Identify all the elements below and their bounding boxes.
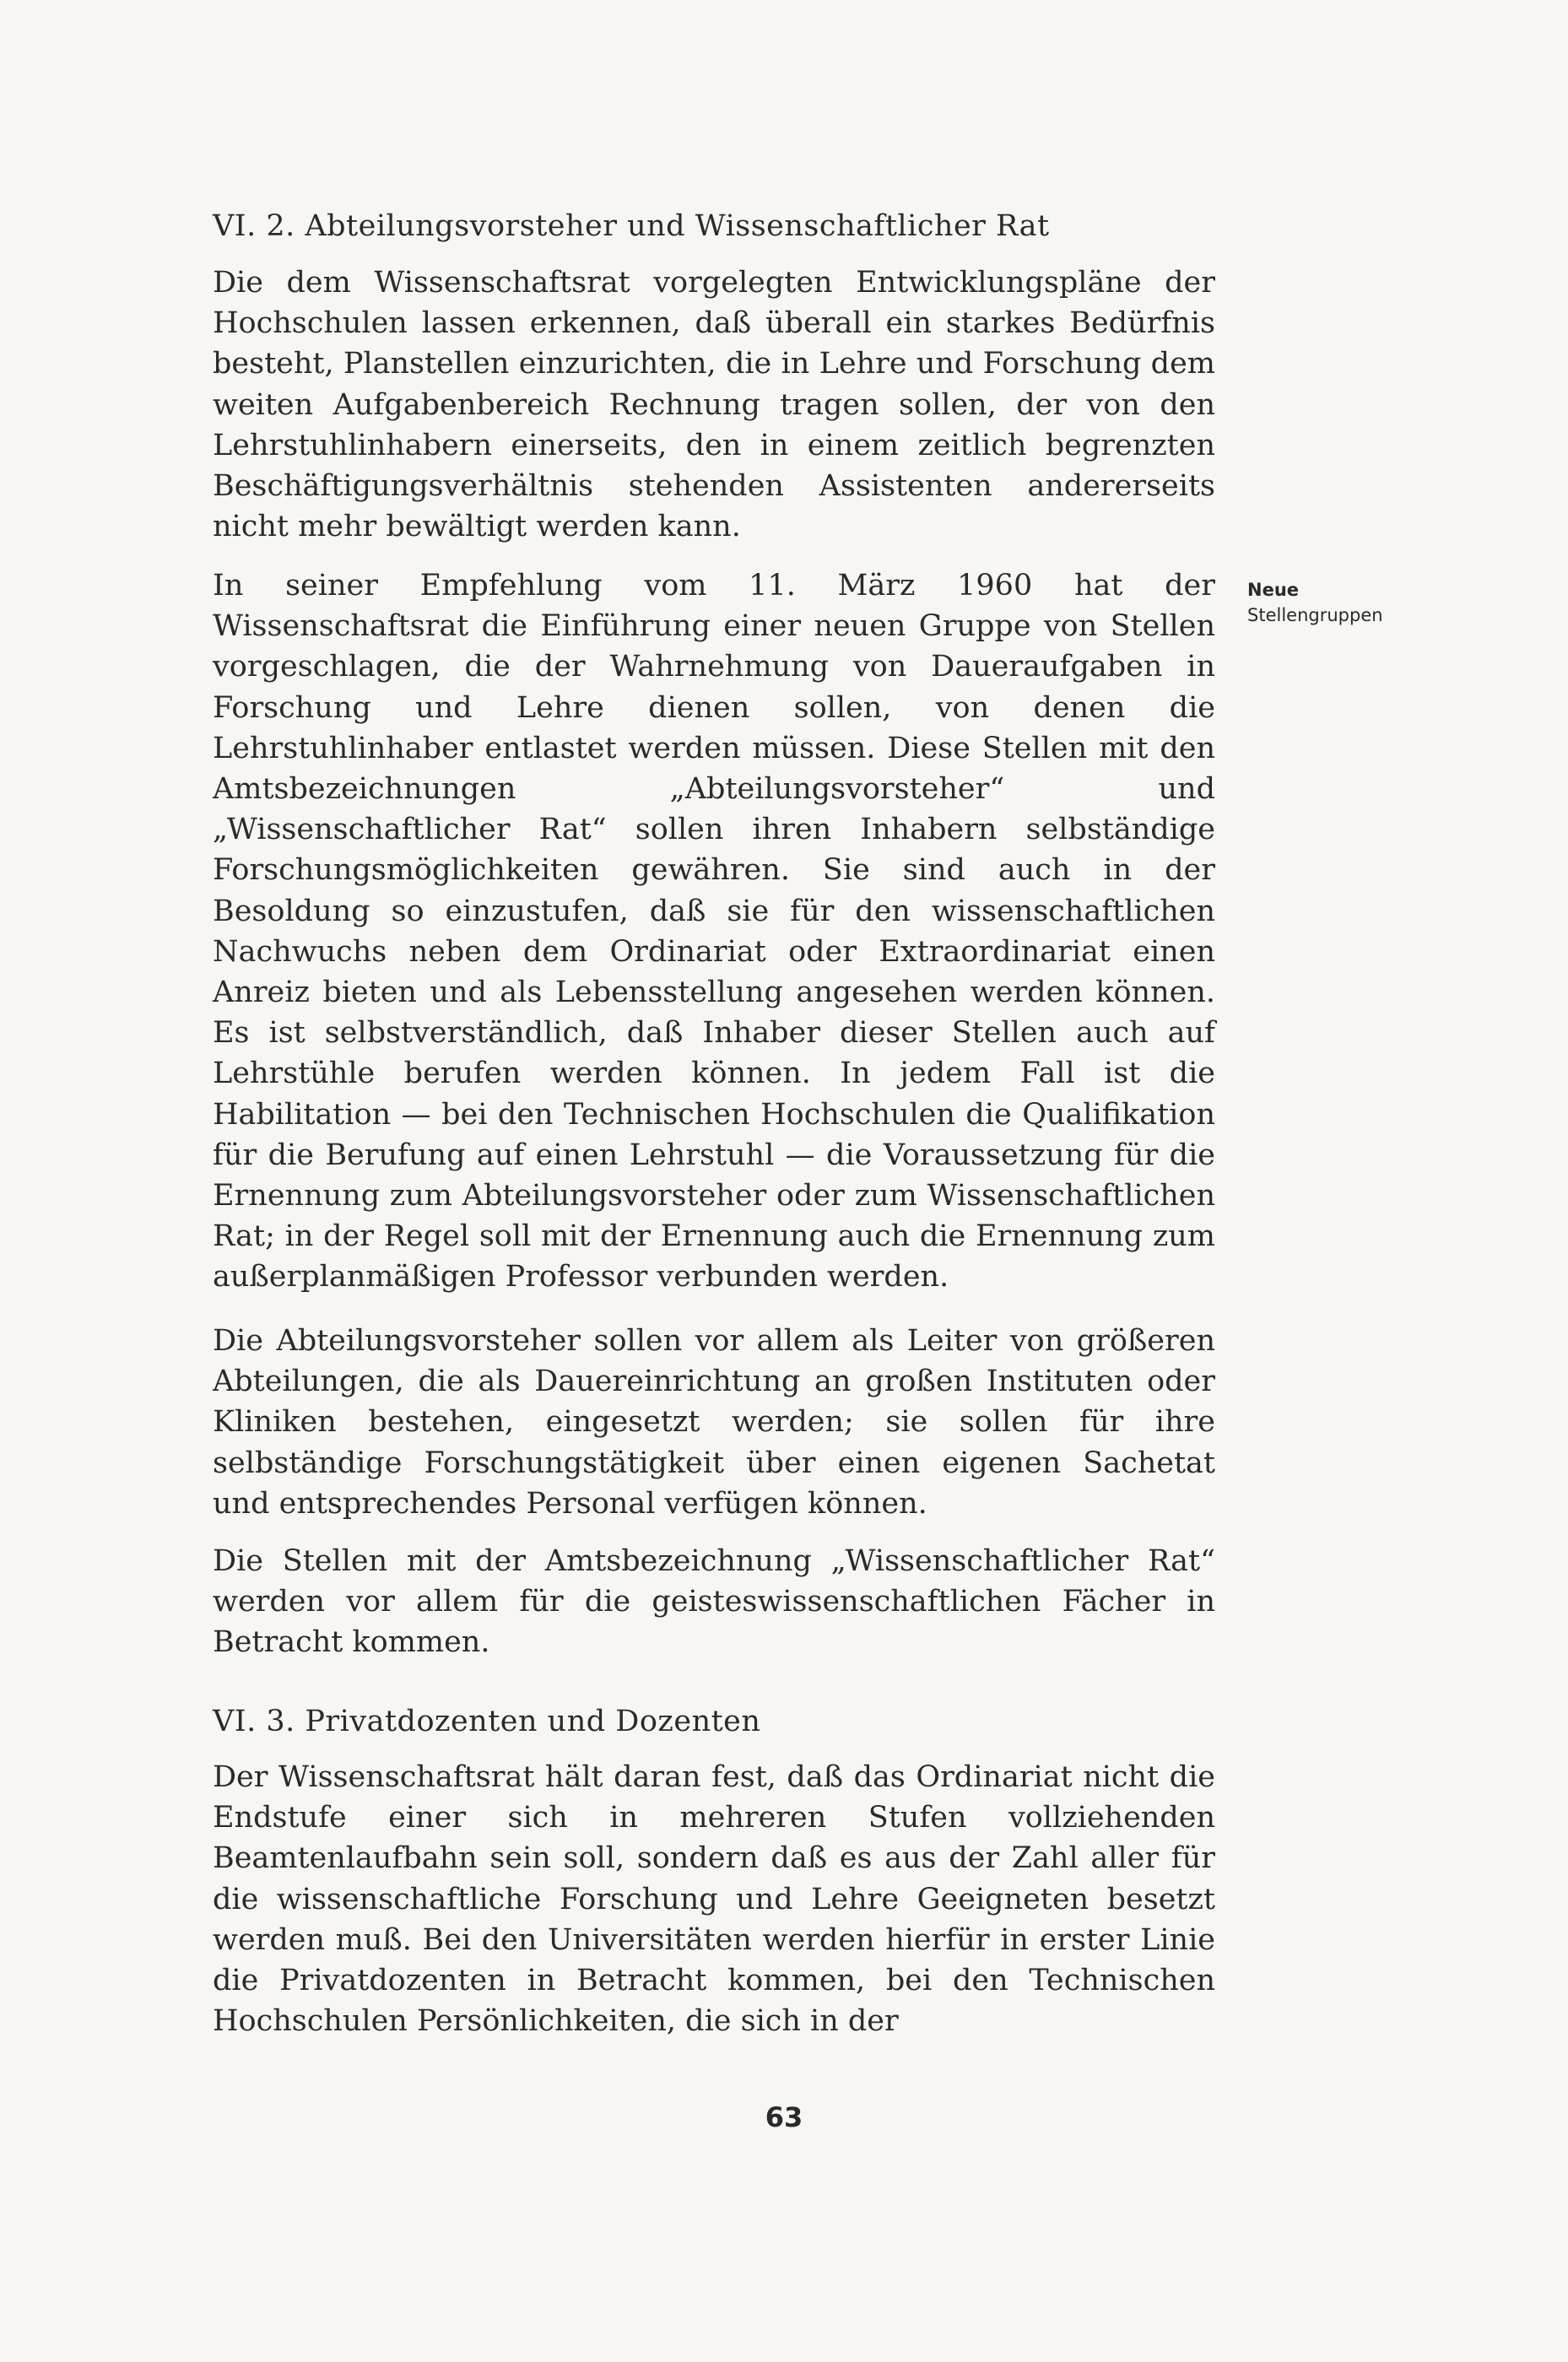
paragraph-vi2-4: Die Stellen mit der Amtsbezeichnung „Wissenschaftlicher Rat“ werden vor allem für die geisteswissenschaftlichen Fächer in Betracht kommen. bbox=[213, 1544, 1215, 1660]
section-heading-vi3: VI. 3. Privatdozenten und Dozenten bbox=[213, 1705, 761, 1738]
margin-note bbox=[1247, 577, 1441, 628]
paragraph-vi2-1: Die dem Wissenschaftsrat vorgelegten Entwicklungspläne der Hochschulen lassen erkennen, daß überall ein starkes Bedürfnis besteht, Planstellen einzurichten, die in Lehre und Forschung dem weiten Aufgabenbereich Rechnung tragen sollen, der von den Lehrstuhlinhabern einerseits, den in einem zeitlich begrenzten Beschäftigungsverhältnis stehenden Assistenten andererseits nicht mehr bewältigt werden kann. bbox=[213, 266, 1215, 544]
margin-note-line-2: Stellengruppen bbox=[1247, 605, 1383, 625]
margin-note-line-1: Neue bbox=[1247, 580, 1300, 600]
paragraph-vi3-1: Der Wissenschaftsrat hält daran fest, daß das Ordinariat nicht die Endstufe einer sich in mehreren Stufen vollziehenden Beamtenlaufbahn sein soll, sondern daß es aus der Zahl aller für die wissenschaftliche Forschung und Lehre Geeigneten besetzt werden muß. Bei den Universitäten werden hierfür in erster Linie die Privatdozenten in Betracht kommen, bei den Technischen Hochschulen Persönlichkeiten, die sich in der bbox=[213, 1760, 1215, 2039]
page-number: 63 bbox=[765, 2101, 803, 2133]
paragraph-vi2-3: Die Abteilungsvorsteher sollen vor allem als Leiter von größeren Abteilungen, die als Dauereinrichtung an großen Instituten oder Kliniken bestehen, eingesetzt werden; sie sollen für ihre selbständige Forschungstätigkeit über einen eigenen Sachetat und entsprechendes Personal verfügen können. bbox=[213, 1324, 1215, 1521]
section-heading-vi2: VI. 2. Abteilungsvorsteher und Wissenschaftlicher Rat bbox=[213, 209, 1050, 243]
paragraph-vi2-2: In seiner Empfehlung vom 11. März 1960 hat der Wissenschaftsrat die Einführung einer neuen Gruppe von Stellen vorgeschlagen, die der Wahrnehmung von Daueraufgaben in Forschung und Lehre dienen sollen, von denen die Lehrstuhlinhaber entlastet werden müssen. Diese Stellen mit den Amtsbezeichnungen „Abteilungsvorsteher“ und „Wissenschaftlicher Rat“ sollen ihren Inhabern selbständige Forschungsmöglichkeiten gewähren. Sie sind auch in der Besoldung so einzustufen, daß sie für den wissenschaftlichen Nachwuchs neben dem Ordinariat oder Extraordinariat einen Anreiz bieten und als Lebensstellung angesehen werden können. Es ist selbstverständlich, daß Inhaber dieser Stellen auch auf Lehrstühle berufen werden können. In jedem Fall ist die Habilitation — bei den Technischen Hochschulen die Qualifikation für die Berufung auf einen Lehrstuhl — die Voraussetzung für die Ernennung zum Abteilungsvorsteher oder zum Wissenschaftlichen Rat; in der Regel soll mit der Ernennung auch die Ernennung zum außerplanmäßigen Professor verbunden werden. bbox=[213, 569, 1215, 1295]
